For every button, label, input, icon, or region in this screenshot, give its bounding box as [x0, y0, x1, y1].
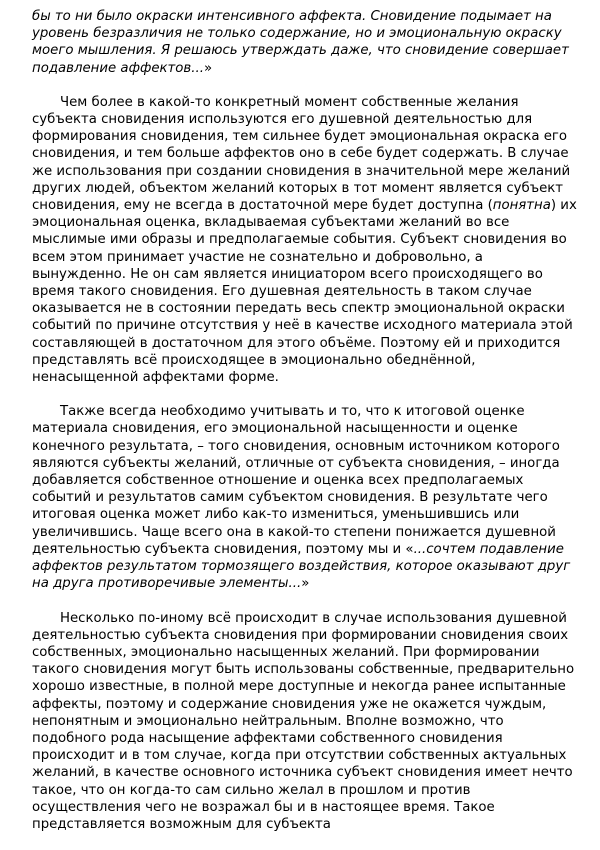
paragraph-quote-continuation	[32, 8, 578, 77]
paragraph-emotional-desires	[32, 610, 578, 834]
closing-quote-mark: »	[301, 576, 310, 592]
paragraph-text: ) их эмоциональная оценка, вкладываемая субъектами желаний во все мыслимые ими образы и предполагаемые события. Субъект сновидения во всем этом принимает участие не сознательно и добровольно, а вынужденно. Не он сам является инициатором всего происходящего во время такого сновидения. Его душевная деятельность в таком случае оказывается не в состоянии передать весь спектр эмоциональной окраски событий по причине отсутствия у неё в качестве исходного материала этой составляющей в достаточном для этого объёме. Поэтому ей и приходится представлять всё происходящее в эмоционально обеднённой, ненасыщенной аффектами форме.	[32, 198, 577, 386]
paragraph-final-assessment	[32, 403, 578, 592]
paragraph-own-desires	[32, 94, 578, 386]
emphasis-text: понятна	[492, 198, 551, 214]
quote-text: бы то ни было окраски интенсивного аффекта. Сновидение подымает на уровень безразличия не только содержание, но и эмоциональную окраску моего мышления. Я решаюсь утверждать даже, что сновидение совершает подавление аффектов...	[32, 9, 569, 76]
closing-quote-mark: »	[203, 60, 213, 76]
paragraph-text: Также всегда необходимо учитывать и то, что к итоговой оценке материала сновидения, его эмоциональной насыщенности и оценке конечного результата, – того сновидения, основным источником которого являются субъекты желаний, отличные от субъекта сновидения, – иногда добавляется собственное отношение и оценка всех предполагаемых событий и результатов самим субъектом сновидения. В результате чего итоговая оценка может либо как-то измениться, уменьшившись или увеличившись. Чаще всего она в какой-то степени понижается душевной деятельностью субъекта сновидения, поэтому мы и «	[32, 404, 560, 557]
paragraph-text: Чем более в какой-то конкретный момент собственные желания субъекта сновидения используются его душевной деятельностью для формирования сновидения, тем сильнее будет эмоциональная окраска его сновидения, и тем больше аффектов оно в себе будет содержать. В случае же использования при создании сновидения в значительной мере желаний других людей, объектом желаний которых в тот момент является субъект сновидения, ему не всегда в достаточной мере будет доступна (	[32, 94, 571, 214]
quote-text: ...сочтем подавление аффектов результатом тормозящего воздействия, которое оказывают друг на друга противоречивые элементы...	[32, 541, 571, 592]
paragraph-text: Несколько по-иному всё происходит в случае использования душевной деятельностью субъекта сновидения при формировании сновидения своих собственных, эмоционально насыщенных желаний. При формировании такого сновидения могут быть использованы собственные, предварительно хорошо известные, в полной мере доступные и некогда ранее испытанные аффекты, поэтому и содержание сновидения уже не окажется чуждым, непонятным и эмоционально нейтральным. Вполне возможно, что подобного рода насыщение аффектами собственного сновидения происходит и в том случае, когда при отсутствии собственных актуальных желаний, в качестве основного источника субъект сновидения имеет нечто такое, что он когда-то сам сильно желал в прошлом и против осуществления чего не возражал бы и в настоящее время. Такое представляется возможным для субъекта	[32, 610, 575, 832]
